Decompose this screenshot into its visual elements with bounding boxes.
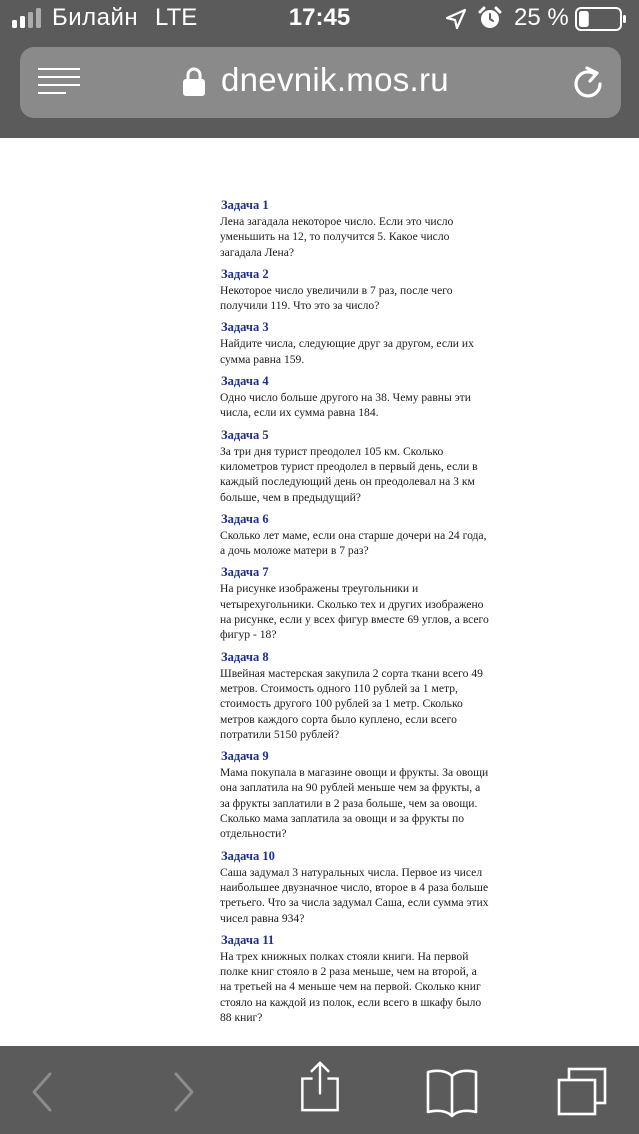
task-text-line: метров каждого сорта было куплено, если всего xyxy=(220,712,457,726)
task-text-line: за фрукты заплатили в 2 раза больше, чем за овощи. xyxy=(220,796,478,810)
task-text-line: фигур - 18? xyxy=(220,628,277,642)
location-arrow-icon xyxy=(445,8,467,30)
task-text-line: полке книг стояло в 2 раза меньше, чем на второй, а xyxy=(220,965,477,979)
forward-icon[interactable] xyxy=(156,1066,212,1118)
task-text xyxy=(220,283,520,314)
task-list xyxy=(220,198,520,1032)
task-text-line: Мама покупала в магазине овощи и фрукты. За овощи xyxy=(220,766,489,780)
task-item xyxy=(220,428,520,505)
task-text-line: Лена загадала некоторое число. Если это число xyxy=(220,215,454,228)
task-text-line: стояло на каждой из полок, если всего в шкафу было xyxy=(220,995,482,1009)
task-text-line: сумма равна 159. xyxy=(220,352,305,366)
task-title: Задача 9 xyxy=(221,749,269,764)
task-title: Задача 3 xyxy=(221,320,269,335)
task-text xyxy=(220,949,520,1025)
task-text-line: метров. Стоимость одного 110 рублей за 1 метр, xyxy=(220,681,458,695)
task-text-line: километров турист преодолел в первый день, если в xyxy=(220,459,478,473)
task-text xyxy=(220,865,520,926)
task-text xyxy=(220,336,520,367)
bookmarks-icon[interactable] xyxy=(424,1066,480,1118)
task-item xyxy=(220,650,520,742)
share-icon[interactable] xyxy=(292,1060,348,1112)
task-item xyxy=(220,565,520,642)
task-text-line: она заплатила на 90 рублей меньше чем за фрукты, а xyxy=(220,781,481,795)
lock-icon xyxy=(182,67,206,97)
carrier-name: Билайн xyxy=(52,4,139,31)
task-text xyxy=(220,666,520,742)
task-text-line: получили 119. Что это за число? xyxy=(220,299,380,313)
task-text-line: Одно число больше другого на 38. Чему равны эти xyxy=(220,391,471,405)
task-text-line: Сколько мама заплатила за овощи и за фрукты по xyxy=(220,812,465,826)
task-text-line: на рисунке, если у всех фигур вместе 69 углов, а всего xyxy=(220,613,489,627)
network-type: LTE xyxy=(155,4,198,31)
task-text-line: Саша задумал 3 натуральных числа. Первое из чисел xyxy=(220,865,483,879)
task-item xyxy=(220,933,520,1025)
task-title: Задача 8 xyxy=(221,649,269,664)
task-text-line: загадала Лена? xyxy=(220,245,295,259)
task-text-line: За три дня турист преодолел 105 км. Сколько xyxy=(220,444,444,458)
task-item xyxy=(220,849,520,926)
reload-icon[interactable] xyxy=(570,65,606,101)
task-text-line: наибольшее двузначное число, второе в 4 раза больше xyxy=(220,880,489,894)
back-icon[interactable] xyxy=(18,1066,74,1118)
task-text-line: четырехугольники. Сколько тех и других изображено xyxy=(220,597,484,611)
task-text-line: больше, чем в предыдущий? xyxy=(220,490,361,504)
task-text-line: Найдите числа, следующие друг за другом, если их xyxy=(220,337,474,351)
task-text xyxy=(220,214,520,260)
task-text-line: Некоторое число увеличили в 7 раз, после чего xyxy=(220,283,453,297)
task-text xyxy=(220,528,520,559)
task-title: Задача 4 xyxy=(221,374,269,389)
alarm-clock-icon xyxy=(478,6,502,30)
task-text-line: 88 книг? xyxy=(220,1010,263,1024)
task-text-line: третьего. Что за числа задумал Саша, если сумма этих xyxy=(220,896,489,910)
task-text-line: уменьшить на 12, то получится 5. Какое число xyxy=(220,230,450,244)
task-text-line: числа, если их сумма равна 184. xyxy=(220,406,379,420)
task-item xyxy=(220,198,520,260)
task-text-line: На трех книжных полках стояли книги. На первой xyxy=(220,949,469,963)
task-text xyxy=(220,581,520,642)
task-text-line: Швейная мастерская закупила 2 сорта ткани всего 49 xyxy=(220,666,483,680)
task-text-line: стоимость другого 100 рублей за 1 метр. Сколько xyxy=(220,697,463,711)
task-text-line: на третьей на 4 меньше чем на первой. Сколько книг xyxy=(220,980,481,994)
status-bar xyxy=(0,0,639,40)
task-text xyxy=(220,444,520,505)
tabs-icon[interactable] xyxy=(555,1066,611,1118)
task-text-line: На рисунке изображены треугольники и xyxy=(220,582,419,596)
task-item xyxy=(220,320,520,367)
task-text-line: а дочь моложе матери в 7 раз? xyxy=(220,544,369,558)
task-item xyxy=(220,267,520,314)
task-text xyxy=(220,390,520,421)
address-bar[interactable] xyxy=(20,47,621,118)
task-text xyxy=(220,765,520,841)
task-title: Задача 10 xyxy=(221,848,275,863)
task-text-line: каждый последующий день он преодолевал на 3 км xyxy=(220,475,475,489)
reader-mode-icon[interactable] xyxy=(38,67,80,97)
task-title: Задача 5 xyxy=(221,427,269,442)
browser-top-chrome xyxy=(0,0,639,138)
task-title: Задача 7 xyxy=(221,565,269,580)
task-text-line: потратили 5150 рублей? xyxy=(220,727,340,741)
task-title: Задача 1 xyxy=(221,198,269,212)
task-text-line: отдельности? xyxy=(220,827,287,841)
battery-percentage: 25 % xyxy=(514,4,569,31)
status-time: 17:45 xyxy=(288,4,351,31)
browser-toolbar xyxy=(0,1046,639,1134)
task-title: Задача 6 xyxy=(221,511,269,526)
task-item xyxy=(220,512,520,559)
task-item xyxy=(220,749,520,841)
task-text-line: Сколько лет маме, если она старше дочери на 24 года, xyxy=(220,528,487,542)
task-item xyxy=(220,374,520,421)
url-text[interactable]: dnevnik.mos.ru xyxy=(221,61,449,98)
task-title: Задача 11 xyxy=(221,932,275,947)
battery-icon xyxy=(575,7,627,31)
task-title: Задача 2 xyxy=(221,266,269,281)
task-text-line: чисел равна 934? xyxy=(220,911,305,925)
